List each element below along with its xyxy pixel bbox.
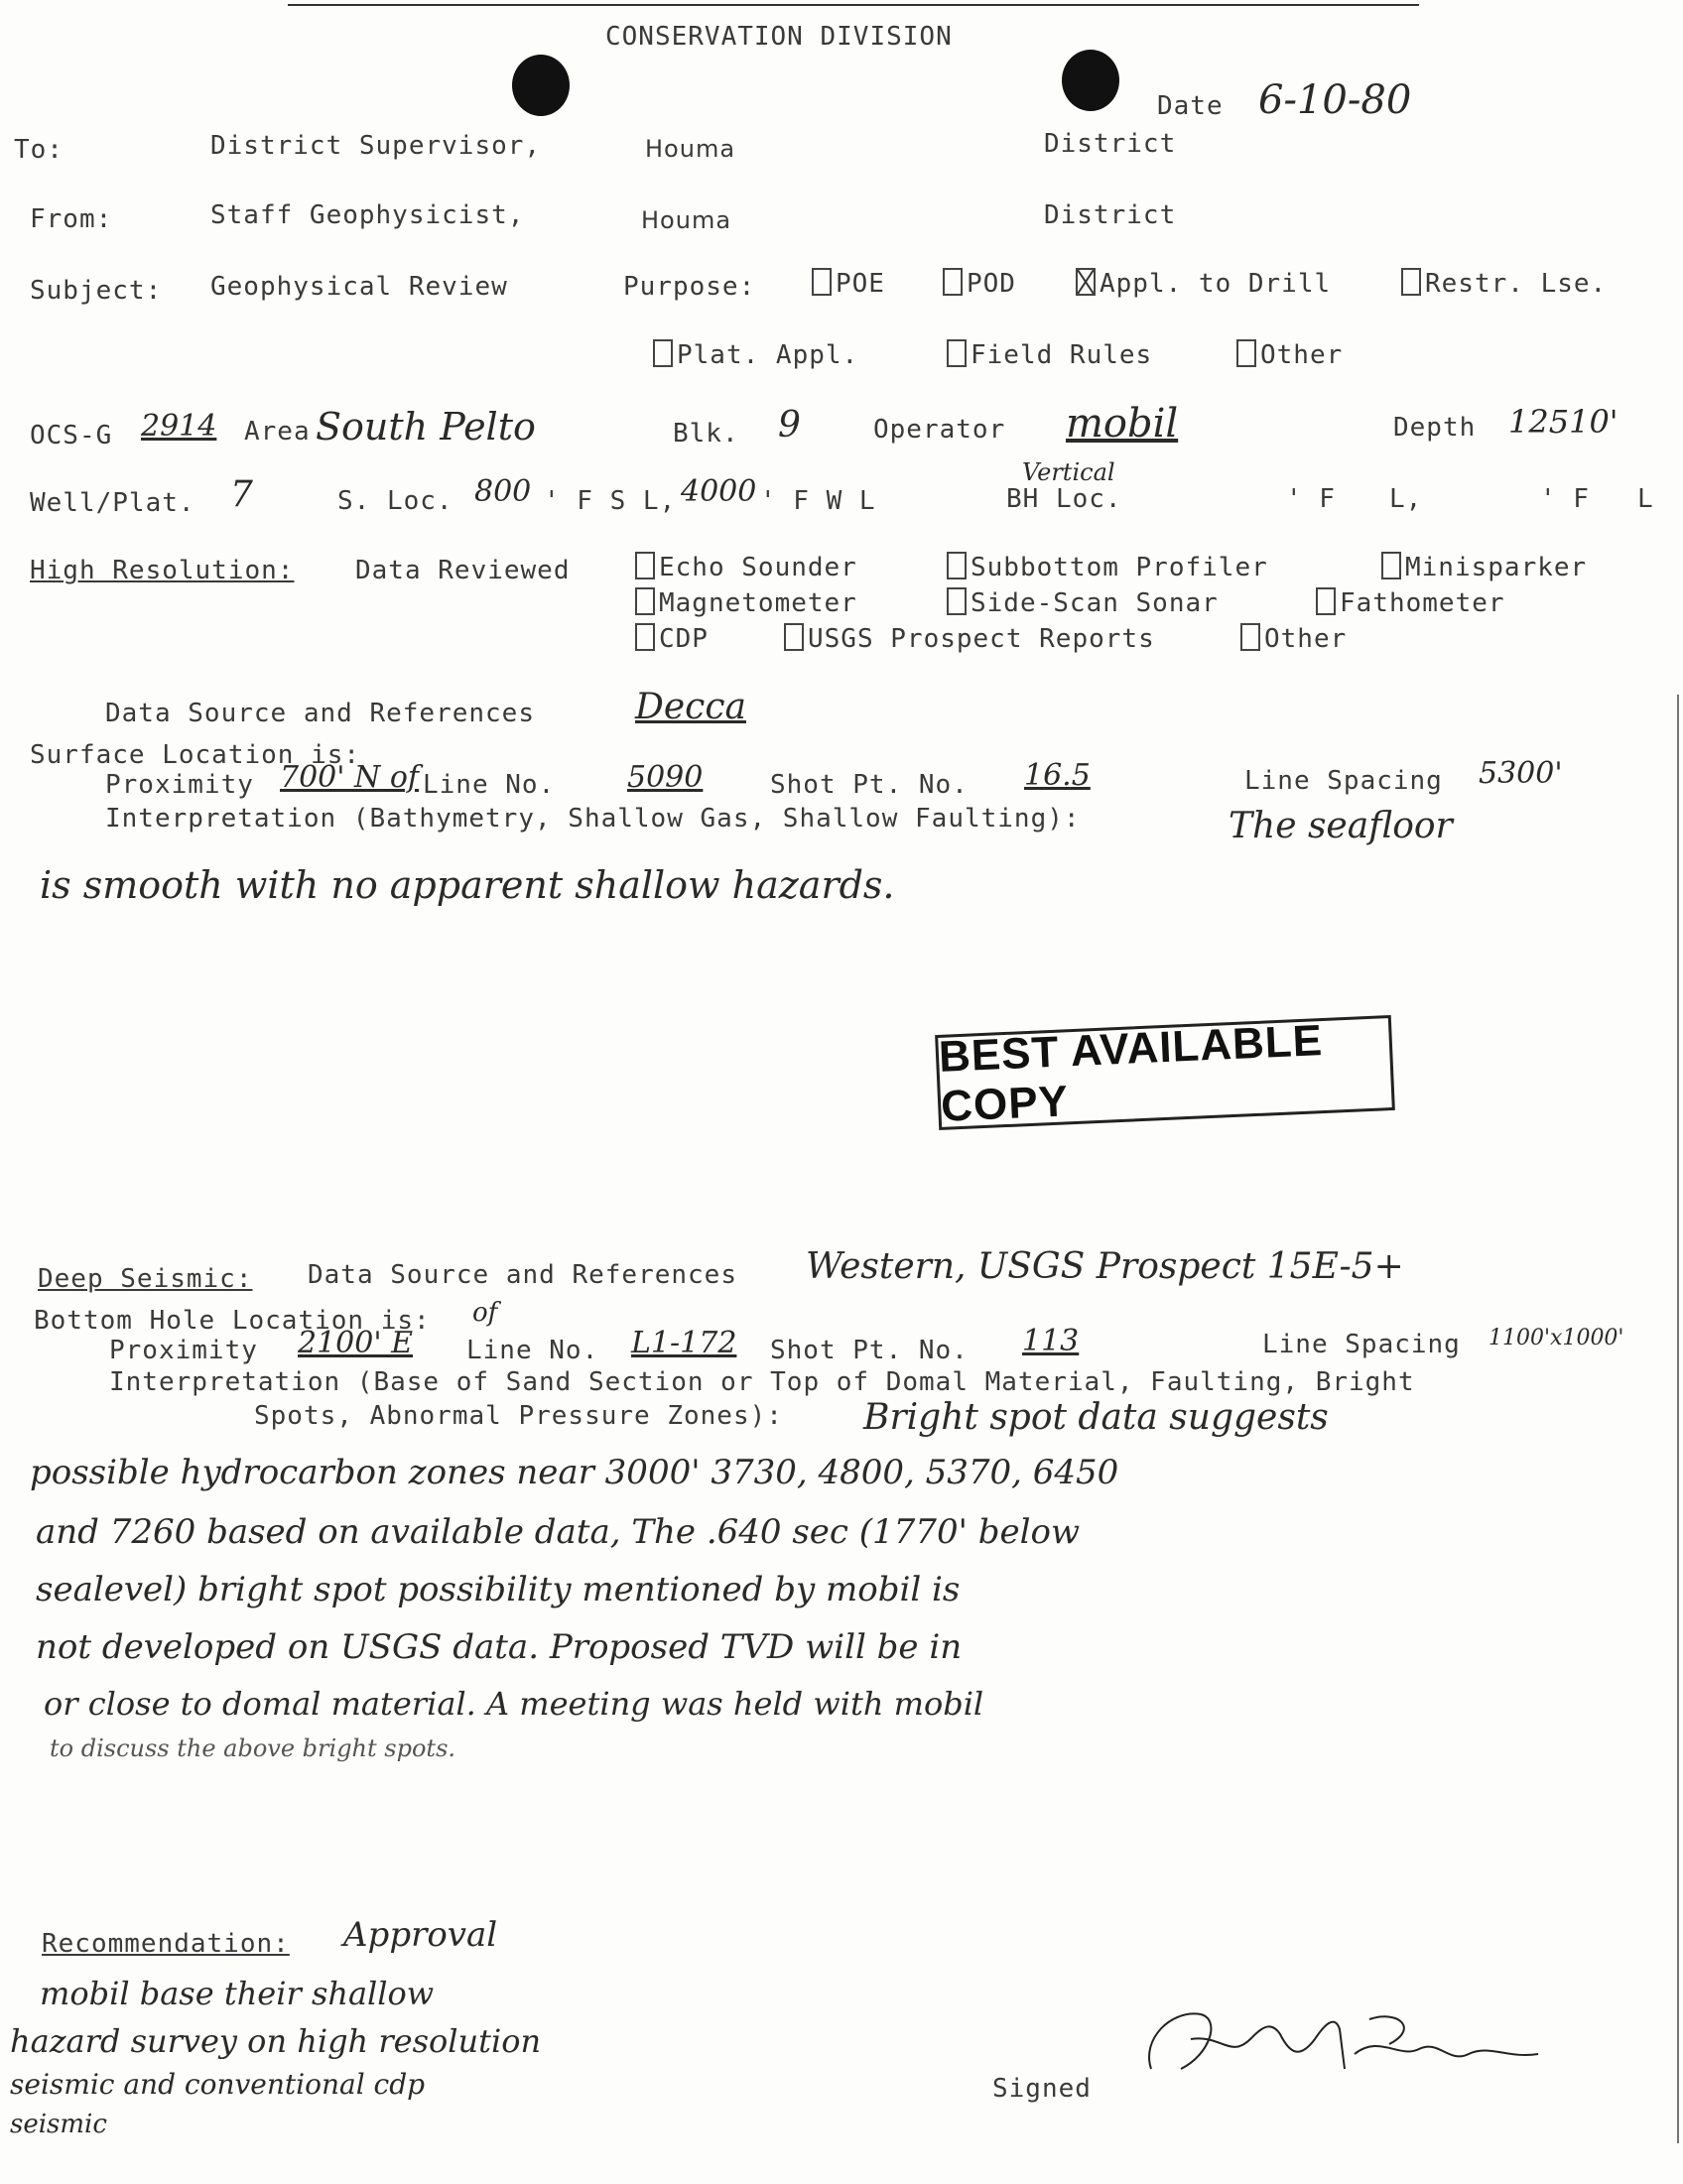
purpose-appl-to-drill: Appl. to Drill [1076, 268, 1331, 299]
subject-label: Subject: [30, 276, 163, 306]
deep-interp-label-2: Spots, Abnormal Pressure Zones): [254, 1401, 783, 1431]
purpose-field-rules: Field Rules [947, 339, 1152, 370]
purpose-pod: POD [943, 268, 1016, 299]
checkbox [812, 268, 832, 296]
date-label: Date [1157, 91, 1224, 121]
ocs-label: OCS-G [30, 421, 113, 450]
deep-interp-line: possible hydrocarbon zones near 3000' 3730, 4800, 5370, 6450 [30, 1453, 1119, 1492]
purpose-poe: POE [812, 268, 885, 299]
deep-line-label: Line No. [466, 1336, 599, 1365]
checkbox [635, 587, 655, 615]
checkbox [947, 587, 967, 615]
deep-interp-label-1: Interpretation (Base of Sand Section or Top of Domal Material, Faulting, Bright [109, 1367, 1415, 1397]
checkbox [943, 268, 963, 296]
from-label: From: [30, 204, 113, 234]
hr-usgs-prospect-reports: USGS Prospect Reports [784, 623, 1155, 654]
hr-fathometer: Fathometer [1316, 587, 1505, 618]
sloc-1-unit: ' F S L, [544, 486, 677, 516]
surface-line-label: Line No. [423, 770, 556, 800]
recommendation-line: seismic and conventional cdp [10, 2068, 426, 2101]
punch-hole-left [512, 55, 570, 116]
right-edge-rule [1677, 695, 1679, 2143]
signature-scribble [1141, 1999, 1578, 2089]
from-place: Houma [641, 206, 732, 234]
hr-other: Other [1240, 623, 1347, 654]
hr-magnetometer: Magnetometer [635, 587, 857, 618]
recommendation-label: Recommendation: [42, 1929, 290, 1959]
top-rule [288, 4, 1419, 6]
bottom-hole-label: Bottom Hole Location is: [34, 1306, 431, 1336]
surface-shot-label: Shot Pt. No. [770, 770, 969, 800]
surface-proximity-value: 700' N of [280, 760, 419, 795]
deep-interp-line: sealevel) bright spot possibility mentioned by mobil is [36, 1570, 961, 1609]
to-label: To: [14, 135, 64, 165]
area-value: South Pelto [316, 405, 536, 449]
surface-proximity-label: Proximity [105, 770, 254, 800]
checkbox [784, 623, 804, 651]
surface-shot-value: 16.5 [1024, 758, 1091, 793]
hr-subbottom-profiler: Subbottom Profiler [947, 552, 1268, 582]
deep-interp-line: and 7260 based on available data, The .640 sec (1770' below [36, 1512, 1081, 1552]
signed-label: Signed [992, 2074, 1092, 2104]
from-value: Staff Geophysicist, [210, 200, 525, 230]
area-label: Area [244, 417, 311, 447]
bottom-hole-note: of [472, 1298, 498, 1328]
bh-l1: L, [1389, 484, 1423, 514]
deep-proximity-value: 2100' E [298, 1326, 414, 1360]
recommendation-line: mobil base their shallow [40, 1975, 435, 2012]
surface-interp-line2: is smooth with no apparent shallow hazards. [40, 863, 895, 907]
checkbox [1401, 268, 1421, 296]
subject-value: Geophysical Review [210, 272, 508, 302]
purpose-label: Purpose: [623, 272, 756, 302]
purpose-other: Other [1236, 339, 1343, 370]
best-available-copy-stamp: BEST AVAILABLE COPY [935, 1015, 1395, 1130]
surface-data-source-value: Decca [635, 687, 746, 727]
checkbox [1381, 552, 1401, 579]
hr-echo-sounder: Echo Sounder [635, 552, 857, 582]
deep-line-value: L1-172 [631, 1326, 737, 1360]
deep-seismic-label: Deep Seismic: [38, 1264, 253, 1294]
to-value: District Supervisor, [210, 131, 542, 161]
surface-spacing-value: 5300' [1479, 756, 1563, 791]
hr-side-scan-sonar: Side-Scan Sonar [947, 587, 1219, 618]
well-label: Well/Plat. [30, 488, 195, 518]
division-heading: CONSERVATION DIVISION [605, 22, 953, 52]
date-value: 6-10-80 [1258, 77, 1412, 123]
bh-l2: L [1637, 484, 1654, 514]
recommendation-line: hazard survey on high resolution [10, 2022, 542, 2060]
high-res-label: High Resolution: [30, 556, 295, 585]
sloc-2-unit: ' F W L [760, 486, 876, 516]
checkbox [635, 552, 655, 579]
checkbox-checked [1076, 268, 1096, 296]
checkbox [1236, 339, 1256, 367]
sloc-label: S. Loc. [337, 486, 453, 516]
surface-data-source-label: Data Source and References [105, 699, 535, 728]
checkbox [653, 339, 673, 367]
deep-data-source-value: Western, USGS Prospect 15E-5+ [806, 1246, 1404, 1287]
deep-interp-line: to discuss the above bright spots. [50, 1734, 456, 1762]
recommendation-value: Approval [343, 1915, 498, 1955]
depth-label: Depth [1393, 413, 1477, 443]
operator-value: mobil [1066, 401, 1179, 447]
bh-note: Vertical [1022, 458, 1115, 486]
checkbox [947, 552, 967, 579]
well-value: 7 [230, 474, 253, 515]
deep-interp-line: or close to domal material. A meeting was held with mobil [44, 1685, 984, 1723]
ocs-value: 2914 [141, 409, 217, 444]
deep-interp-line: not developed on USGS data. Proposed TVD will be in [36, 1627, 963, 1667]
to-suffix: District [1044, 129, 1177, 159]
surface-line-value: 5090 [627, 760, 704, 795]
blk-value: 9 [778, 405, 801, 446]
depth-value: 12510' [1508, 403, 1618, 441]
surface-interp-label: Interpretation (Bathymetry, Shallow Gas, Shallow Faulting): [105, 804, 1081, 834]
purpose-plat-appl: Plat. Appl. [653, 339, 858, 370]
deep-shot-value: 113 [1022, 1324, 1080, 1358]
recommendation-line: seismic [10, 2110, 107, 2139]
surface-location-label: Surface Location is: [30, 740, 361, 770]
punch-hole-right [1062, 50, 1119, 111]
deep-data-source-label: Data Source and References [308, 1260, 737, 1290]
deep-interp-start: Bright spot data suggests [863, 1397, 1329, 1438]
sloc-1: 800 [474, 474, 532, 509]
operator-label: Operator [873, 415, 1006, 445]
sloc-2: 4000 [681, 474, 757, 509]
from-suffix: District [1044, 200, 1177, 230]
checkbox [1240, 623, 1260, 651]
surface-interp-line1: The seafloor [1229, 806, 1453, 846]
blk-label: Blk. [673, 419, 739, 449]
checkbox [635, 623, 655, 651]
checkbox [1316, 587, 1336, 615]
hr-cdp: CDP [635, 623, 709, 654]
bh-label: BH Loc. [1006, 484, 1122, 514]
deep-proximity-label: Proximity [109, 1336, 258, 1365]
hr-minisparker: Minisparker [1381, 552, 1587, 582]
bh-f1: ' F [1286, 484, 1336, 514]
purpose-restr-lse: Restr. Lse. [1401, 268, 1607, 299]
deep-shot-label: Shot Pt. No. [770, 1336, 969, 1365]
checkbox [947, 339, 967, 367]
data-reviewed-label: Data Reviewed [355, 556, 571, 585]
bh-f2: ' F [1540, 484, 1590, 514]
deep-spacing-value: 1100'x1000' [1489, 1326, 1624, 1350]
deep-spacing-label: Line Spacing [1262, 1330, 1461, 1359]
to-place: Houma [645, 135, 736, 163]
surface-spacing-label: Line Spacing [1244, 766, 1443, 796]
